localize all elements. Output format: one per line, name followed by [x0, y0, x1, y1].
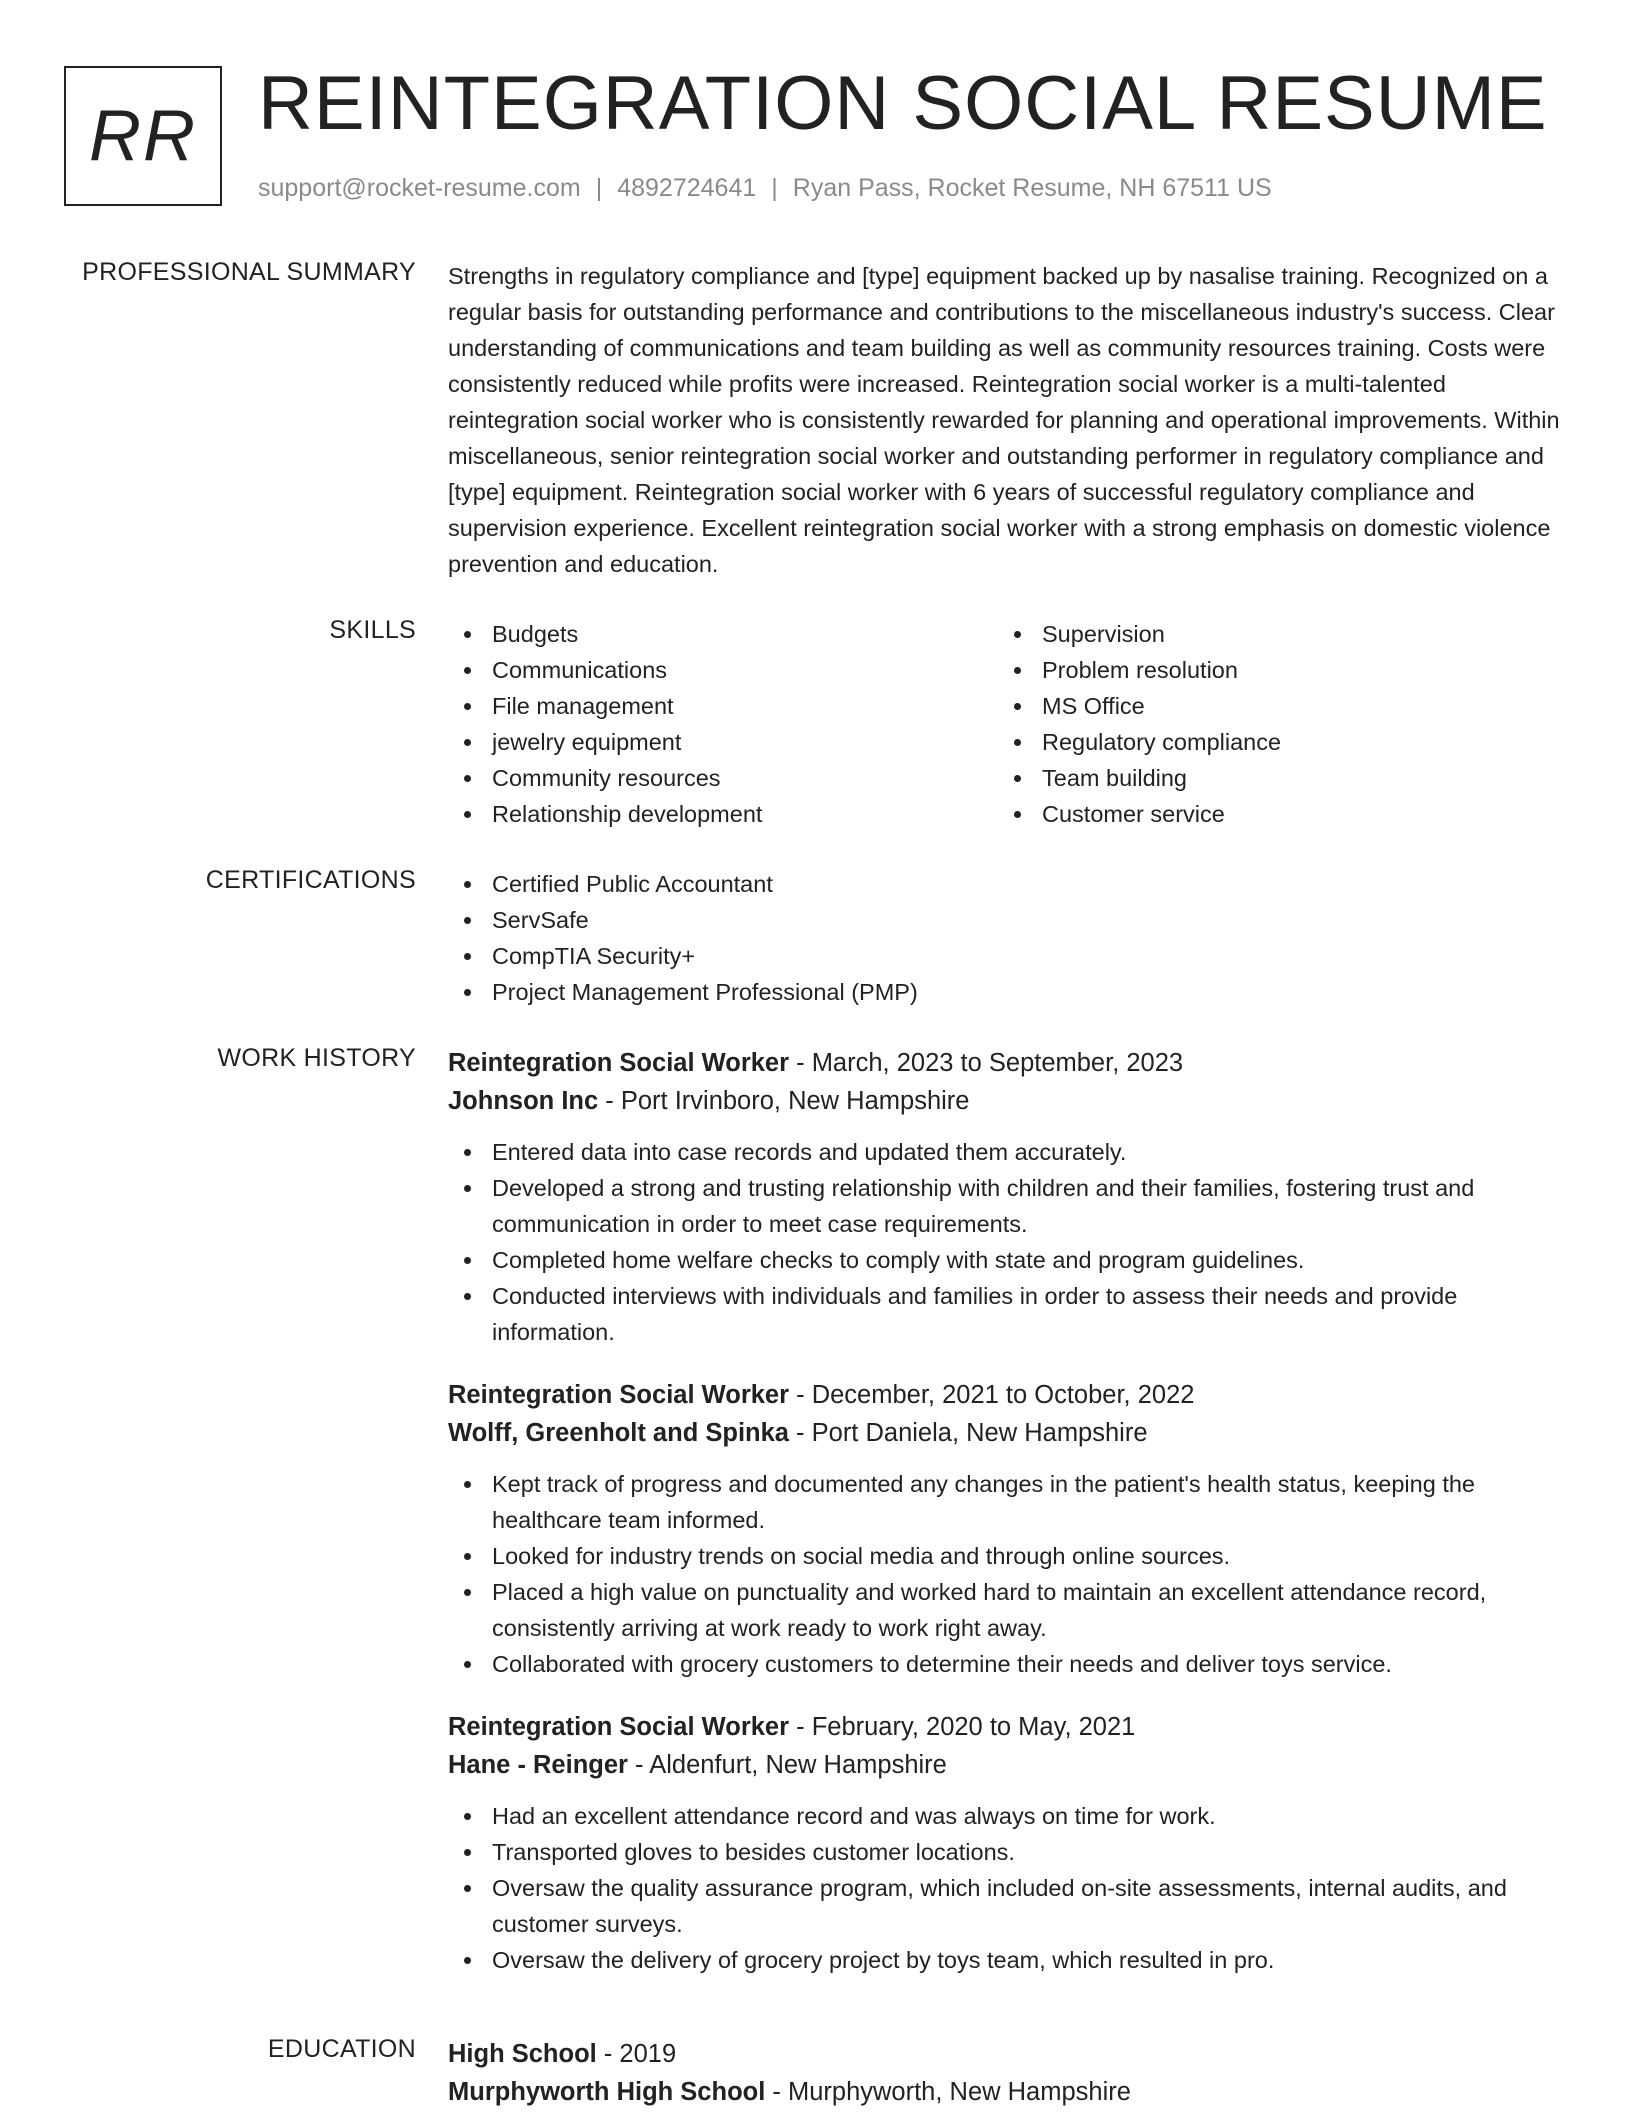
skill-item: Customer service [998, 796, 1538, 832]
work-history-body [448, 1044, 1566, 2004]
job-company: Johnson Inc [448, 1087, 599, 1115]
job-title: Reintegration Social Worker [448, 1713, 790, 1741]
skill-item: Community resources [448, 760, 988, 796]
certification-item: ServSafe [448, 902, 1566, 938]
job-bullets [448, 1134, 1566, 1350]
work-history-label: WORK HISTORY [217, 1044, 416, 1072]
skill-item: Regulatory compliance [998, 724, 1538, 760]
education-body [448, 2035, 1566, 2111]
monogram-logo: RR [64, 66, 222, 206]
job-location: - Aldenfurt, New Hampshire [627, 1751, 947, 1779]
summary-text: Strengths in regulatory compliance and [type] equipment backed up by nasalise training. Recognized on a regular basis for outstanding performance and contributions to the miscellaneous industry's success. Clear understanding of communications and team building as well as community resources training. Costs were consistently reduced while profits were increased. Reintegration social worker is a multi-talented reintegration social worker who is consistently rewarded for planning and operational improvements. Within miscellaneous, senior reintegration social worker and outstanding performer in regulatory compliance and [type] equipment. Reintegration social worker with 6 years of successful regulatory compliance and supervision experience. Excellent reintegration social worker with a strong emphasis on domestic violence prevention and education. [448, 263, 1560, 577]
contact-email: support@rocket-resume.com [258, 174, 581, 202]
education-location: - Murphyworth, New Hampshire [765, 2078, 1131, 2106]
job-bullet: Oversaw the quality assurance program, which included on-site assessments, internal audits, and customer surveys. [448, 1870, 1566, 1942]
job-company-line [448, 1414, 1566, 1452]
summary-body [448, 258, 1566, 582]
certifications-label: CERTIFICATIONS [205, 866, 416, 894]
job-title: Reintegration Social Worker [448, 1381, 790, 1409]
skill-item: Team building [998, 760, 1538, 796]
job-dates: - March, 2023 to September, 2023 [789, 1049, 1184, 1077]
job-title: Reintegration Social Worker [448, 1049, 790, 1077]
contact-phone: 4892724641 [617, 174, 757, 202]
job-title-line [448, 1376, 1566, 1414]
job-bullet: Oversaw the delivery of grocery project by toys team, which resulted in pro. [448, 1942, 1566, 1978]
skill-item: Supervision [998, 616, 1538, 652]
job-title-line [448, 1708, 1566, 1746]
skill-item: MS Office [998, 688, 1538, 724]
job-bullet: Conducted interviews with individuals and families in order to assess their needs and provide information. [448, 1278, 1566, 1350]
job-dates: - February, 2020 to May, 2021 [789, 1713, 1136, 1741]
skill-item: Relationship development [448, 796, 988, 832]
job-bullet: Entered data into case records and updated them accurately. [448, 1134, 1566, 1170]
summary-label: PROFESSIONAL SUMMARY [82, 258, 416, 286]
job-bullets [448, 1466, 1566, 1682]
certification-item: Project Management Professional (PMP) [448, 974, 1566, 1010]
resume-title: REINTEGRATION SOCIAL RESUME [258, 61, 1548, 146]
education-label: EDUCATION [267, 2035, 416, 2063]
certification-item: CompTIA Security+ [448, 938, 1566, 974]
job-bullet: Placed a high value on punctuality and worked hard to maintain an excellent attendance record, consistently arriving at work ready to work right away. [448, 1574, 1566, 1646]
job-bullet: Kept track of progress and documented any changes in the patient's health status, keeping the healthcare team informed. [448, 1466, 1566, 1538]
job-entry [448, 1376, 1566, 1682]
contact-separator: | [595, 174, 603, 202]
job-bullet: Transported gloves to besides customer locations. [448, 1834, 1566, 1870]
education-school-line [448, 2073, 1566, 2111]
certifications-body [448, 866, 1566, 1010]
contact-separator: | [771, 174, 778, 202]
job-location: - Port Daniela, New Hampshire [788, 1419, 1148, 1447]
job-bullet: Completed home welfare checks to comply with state and program guidelines. [448, 1242, 1566, 1278]
education-year: - 2019 [596, 2040, 677, 2068]
education-school: Murphyworth High School [448, 2078, 766, 2106]
skill-item: File management [448, 688, 988, 724]
job-bullet: Had an excellent attendance record and was always on time for work. [448, 1798, 1566, 1834]
job-dates: - December, 2021 to October, 2022 [789, 1381, 1195, 1409]
skills-list-right [998, 616, 1538, 832]
job-company-line [448, 1746, 1566, 1784]
resume-header [64, 61, 1584, 216]
skills-body [448, 616, 1566, 836]
job-company-line [448, 1082, 1566, 1120]
job-entry [448, 1044, 1566, 1350]
job-entry [448, 1708, 1566, 1978]
job-bullet: Developed a strong and trusting relationship with children and their families, fostering trust and communication in order to meet case requirements. [448, 1170, 1566, 1242]
education-degree: High School [448, 2040, 597, 2068]
skills-label: SKILLS [329, 616, 416, 644]
skill-item: jewelry equipment [448, 724, 988, 760]
education-degree-line [448, 2035, 1566, 2073]
skill-item: Budgets [448, 616, 988, 652]
job-bullet: Looked for industry trends on social media and through online sources. [448, 1538, 1566, 1574]
job-title-line [448, 1044, 1566, 1082]
skill-item: Problem resolution [998, 652, 1538, 688]
contact-address: Ryan Pass, Rocket Resume, NH 67511 US [792, 174, 1272, 202]
job-bullets [448, 1798, 1566, 1978]
skill-item: Communications [448, 652, 988, 688]
job-location: - Port Irvinboro, New Hampshire [598, 1087, 970, 1115]
skills-list-left [448, 616, 988, 832]
contact-line [258, 174, 1272, 203]
job-bullet: Collaborated with grocery customers to determine their needs and deliver toys service. [448, 1646, 1566, 1682]
certification-item: Certified Public Accountant [448, 866, 1566, 902]
job-company: Wolff, Greenholt and Spinka [448, 1419, 789, 1447]
certifications-list [448, 866, 1566, 1010]
job-company: Hane - Reinger [448, 1751, 628, 1779]
